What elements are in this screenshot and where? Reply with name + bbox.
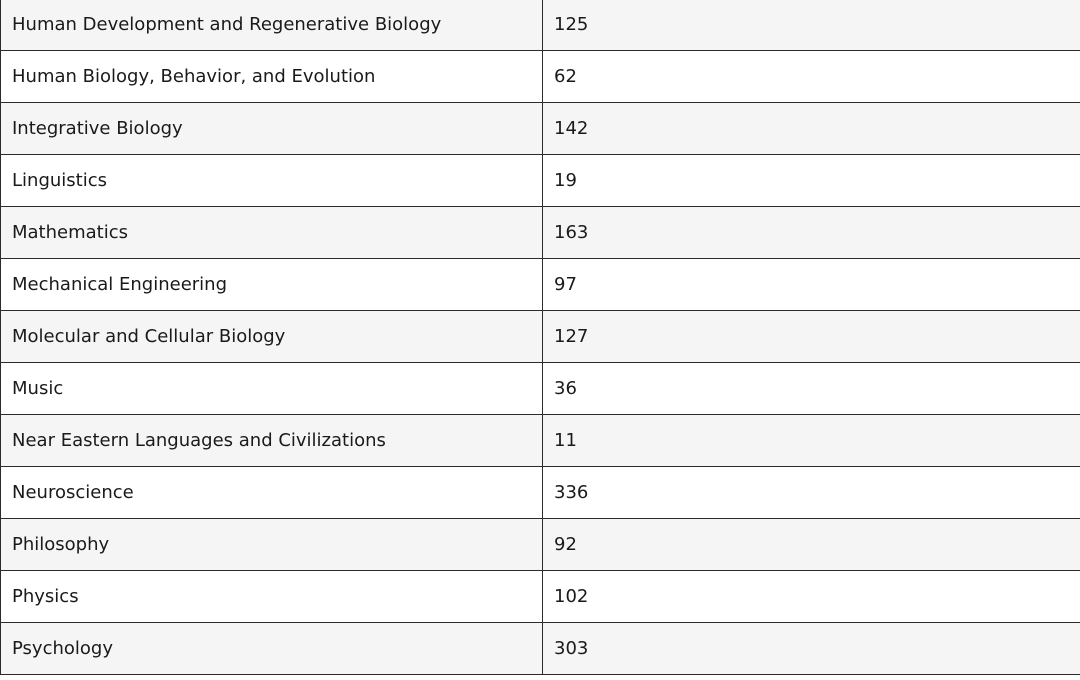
count-cell: 97 bbox=[543, 259, 1080, 311]
count-cell: 127 bbox=[543, 311, 1080, 363]
table-row bbox=[1, 623, 1080, 675]
table-row bbox=[1, 51, 1080, 103]
count-cell: 163 bbox=[543, 207, 1080, 259]
table-row bbox=[1, 571, 1080, 623]
field-name-cell: Physics bbox=[1, 571, 543, 623]
field-name-cell: Philosophy bbox=[1, 519, 543, 571]
count-cell: 92 bbox=[543, 519, 1080, 571]
field-name-cell: Mechanical Engineering bbox=[1, 259, 543, 311]
field-name-cell: Human Biology, Behavior, and Evolution bbox=[1, 51, 543, 103]
count-cell: 336 bbox=[543, 467, 1080, 519]
count-cell: 62 bbox=[543, 51, 1080, 103]
field-name-cell: Integrative Biology bbox=[1, 103, 543, 155]
table-row bbox=[1, 467, 1080, 519]
field-name-cell: Psychology bbox=[1, 623, 543, 675]
table-row bbox=[1, 363, 1080, 415]
count-cell: 102 bbox=[543, 571, 1080, 623]
count-cell: 11 bbox=[543, 415, 1080, 467]
count-cell: 19 bbox=[543, 155, 1080, 207]
field-name-cell: Mathematics bbox=[1, 207, 543, 259]
count-cell: 142 bbox=[543, 103, 1080, 155]
field-name-cell: Near Eastern Languages and Civilizations bbox=[1, 415, 543, 467]
table-row bbox=[1, 311, 1080, 363]
table-row bbox=[1, 207, 1080, 259]
field-name-cell: Music bbox=[1, 363, 543, 415]
field-name-cell: Linguistics bbox=[1, 155, 543, 207]
table-row bbox=[1, 155, 1080, 207]
table-row bbox=[1, 519, 1080, 571]
field-name-cell: Molecular and Cellular Biology bbox=[1, 311, 543, 363]
table-row bbox=[1, 0, 1080, 51]
table-row bbox=[1, 259, 1080, 311]
count-cell: 125 bbox=[543, 0, 1080, 51]
field-name-cell: Neuroscience bbox=[1, 467, 543, 519]
table-row bbox=[1, 415, 1080, 467]
count-cell: 303 bbox=[543, 623, 1080, 675]
field-name-cell: Human Development and Regenerative Biology bbox=[1, 0, 543, 51]
table-row bbox=[1, 103, 1080, 155]
count-cell: 36 bbox=[543, 363, 1080, 415]
